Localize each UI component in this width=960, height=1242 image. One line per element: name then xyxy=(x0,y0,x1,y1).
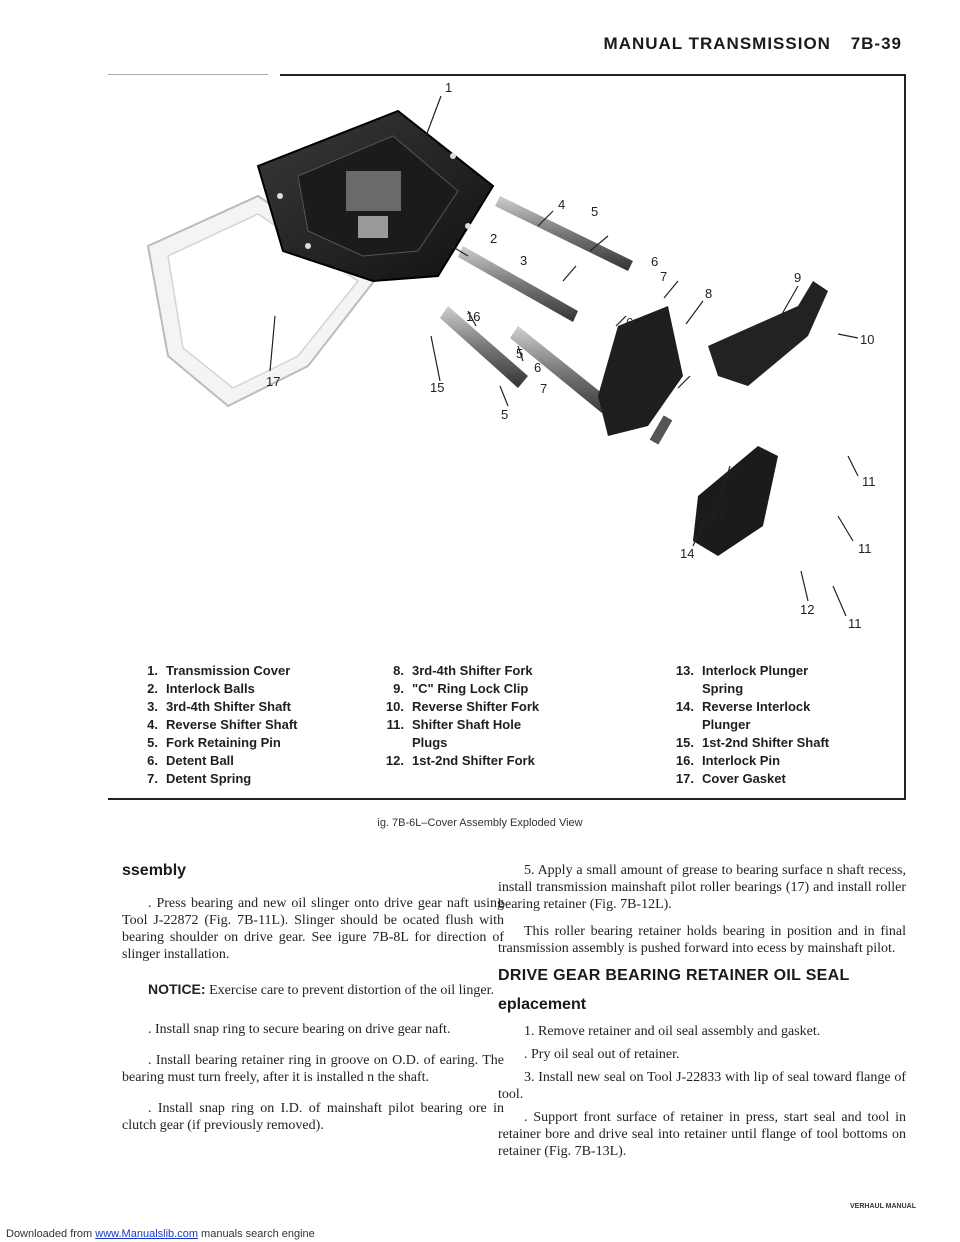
legend-item: 13. Interlock Plunger Spring xyxy=(675,663,809,696)
page-header xyxy=(604,34,902,54)
callout-9: 9 xyxy=(794,270,802,285)
legend-item: 8. 3rd-4th Shifter Fork xyxy=(393,663,533,678)
oil-seal-section-heading: DRIVE GEAR BEARING RETAINER OIL SEAL xyxy=(498,967,850,984)
step-paragraph: 5. Apply a small amount of grease to bearing surface n shaft recess, install transmission mainshaft pilot roller bearings (17) and install roller bearing retainer (Fig. 7B-12L). xyxy=(498,863,906,912)
legend-item: 16. Interlock Pin xyxy=(675,753,781,768)
callout-10: 10 xyxy=(860,332,875,347)
legend-item: 14. Reverse Interlock Plunger xyxy=(675,699,811,732)
callout-17: 17 xyxy=(266,374,281,389)
callout-6b: 6 xyxy=(626,315,634,330)
legend-item: 1. Transmission Cover xyxy=(147,663,291,678)
note-paragraph: This roller bearing retainer holds bearing in position and in final transmission assembly is pushed forward into ecess by mainshaft pilot. xyxy=(498,924,906,956)
banner-suffix: manuals search engine xyxy=(197,1228,315,1240)
callout-11a: 11 xyxy=(862,474,876,489)
legend-item: 15. 1st-2nd Shifter Shaft xyxy=(675,735,830,750)
callout-7: 7 xyxy=(660,269,668,284)
legend-item: 11. Shifter Shaft Hole Plugs xyxy=(386,717,522,750)
step-paragraph: 1. Remove retainer and oil seal assembly and gasket. xyxy=(524,1024,821,1039)
callout-5c: 5 xyxy=(501,407,509,422)
download-banner xyxy=(6,1228,315,1240)
callout-15: 15 xyxy=(430,380,445,395)
assembly-heading: ssembly xyxy=(122,862,187,879)
callout-3: 3 xyxy=(520,253,528,268)
step-paragraph: . Install snap ring on I.D. of mainshaft pilot bearing ore in clutch gear (if previously removed). xyxy=(122,1101,504,1133)
right-text-column xyxy=(498,862,906,1170)
callout-16: 16 xyxy=(466,309,481,324)
legend-item: 17. Cover Gasket xyxy=(675,771,786,786)
legend-column-1 xyxy=(134,662,298,788)
callout-13: 13 xyxy=(710,507,725,522)
legend-item: 6. Detent Ball xyxy=(147,753,234,768)
callout-5b: 5 xyxy=(516,346,524,361)
callout-11c: 11 xyxy=(848,616,862,631)
page-footer: VERHAUL MANUAL xyxy=(850,1203,916,1210)
legend-item: 9. "C" Ring Lock Clip xyxy=(393,681,529,696)
banner-prefix: Downloaded from xyxy=(6,1228,96,1240)
callout-11b: 11 xyxy=(858,541,872,556)
legend-item: 12. 1st-2nd Shifter Fork xyxy=(385,753,535,768)
step-paragraph: . Install bearing retainer ring in groove on O.D. of earing. The bearing must turn freely, after it is installed n the shaft. xyxy=(122,1053,504,1085)
callout-4: 4 xyxy=(558,197,566,212)
frame-top-faint-line xyxy=(108,74,268,75)
callout-8: 8 xyxy=(705,286,713,301)
callout-7c: 7 xyxy=(540,381,548,396)
exploded-view-illustration xyxy=(108,76,902,656)
callout-7b: 7 xyxy=(636,334,644,349)
legend-column-3 xyxy=(670,662,829,788)
legend-item: 7. Detent Spring xyxy=(147,771,252,786)
step-paragraph: 3. Install new seal on Tool J-22833 with lip of seal toward flange of tool. xyxy=(498,1070,906,1102)
callout-6c: 6 xyxy=(534,360,542,375)
callout-14: 14 xyxy=(680,546,695,561)
header-title: MANUAL TRANSMISSION xyxy=(603,34,831,53)
step-paragraph: . Install snap ring to secure bearing on drive gear naft. xyxy=(148,1022,451,1037)
legend-item: 5. Fork Retaining Pin xyxy=(147,735,281,750)
step-paragraph: . Pry oil seal out of retainer. xyxy=(524,1047,680,1062)
figure-caption: ig. 7B-6L–Cover Assembly Exploded View xyxy=(377,817,583,829)
callout-12: 12 xyxy=(800,602,815,617)
notice-label: NOTICE: xyxy=(148,981,206,997)
page-number: 7B-39 xyxy=(850,34,902,53)
legend-item: 10. Reverse Shifter Fork xyxy=(385,699,540,714)
manualslib-link[interactable]: www.Manualslib.com xyxy=(95,1228,198,1240)
notice-text: Exercise care to prevent distortion of the oil linger. xyxy=(205,983,495,998)
step-paragraph: . Press bearing and new oil slinger onto drive gear naft using Tool J-22872 (Fig. 7B-11L). Slinger should be ocated flush with bearing shoulder on drive gear. See igure 7B-8L for direction of slinger installation. xyxy=(122,896,504,962)
callout-5: 5 xyxy=(591,204,599,219)
legend-column-2 xyxy=(380,662,539,770)
replacement-subheading: eplacement xyxy=(498,996,587,1013)
legend-item: 4. Reverse Shifter Shaft xyxy=(147,717,298,732)
step-paragraph: . Support front surface of retainer in press, start seal and tool in retainer bore and drive seal into retainer until flange of tool bottoms on retainer (Fig. 7B-13L). xyxy=(498,1110,906,1159)
left-text-column xyxy=(122,862,504,1144)
notice-paragraph xyxy=(122,981,504,999)
callout-2: 2 xyxy=(490,231,498,246)
legend-item: 2. Interlock Balls xyxy=(147,681,255,696)
callout-1: 1 xyxy=(445,80,453,95)
legend-item: 3. 3rd-4th Shifter Shaft xyxy=(147,699,291,714)
callout-6: 6 xyxy=(651,254,659,269)
